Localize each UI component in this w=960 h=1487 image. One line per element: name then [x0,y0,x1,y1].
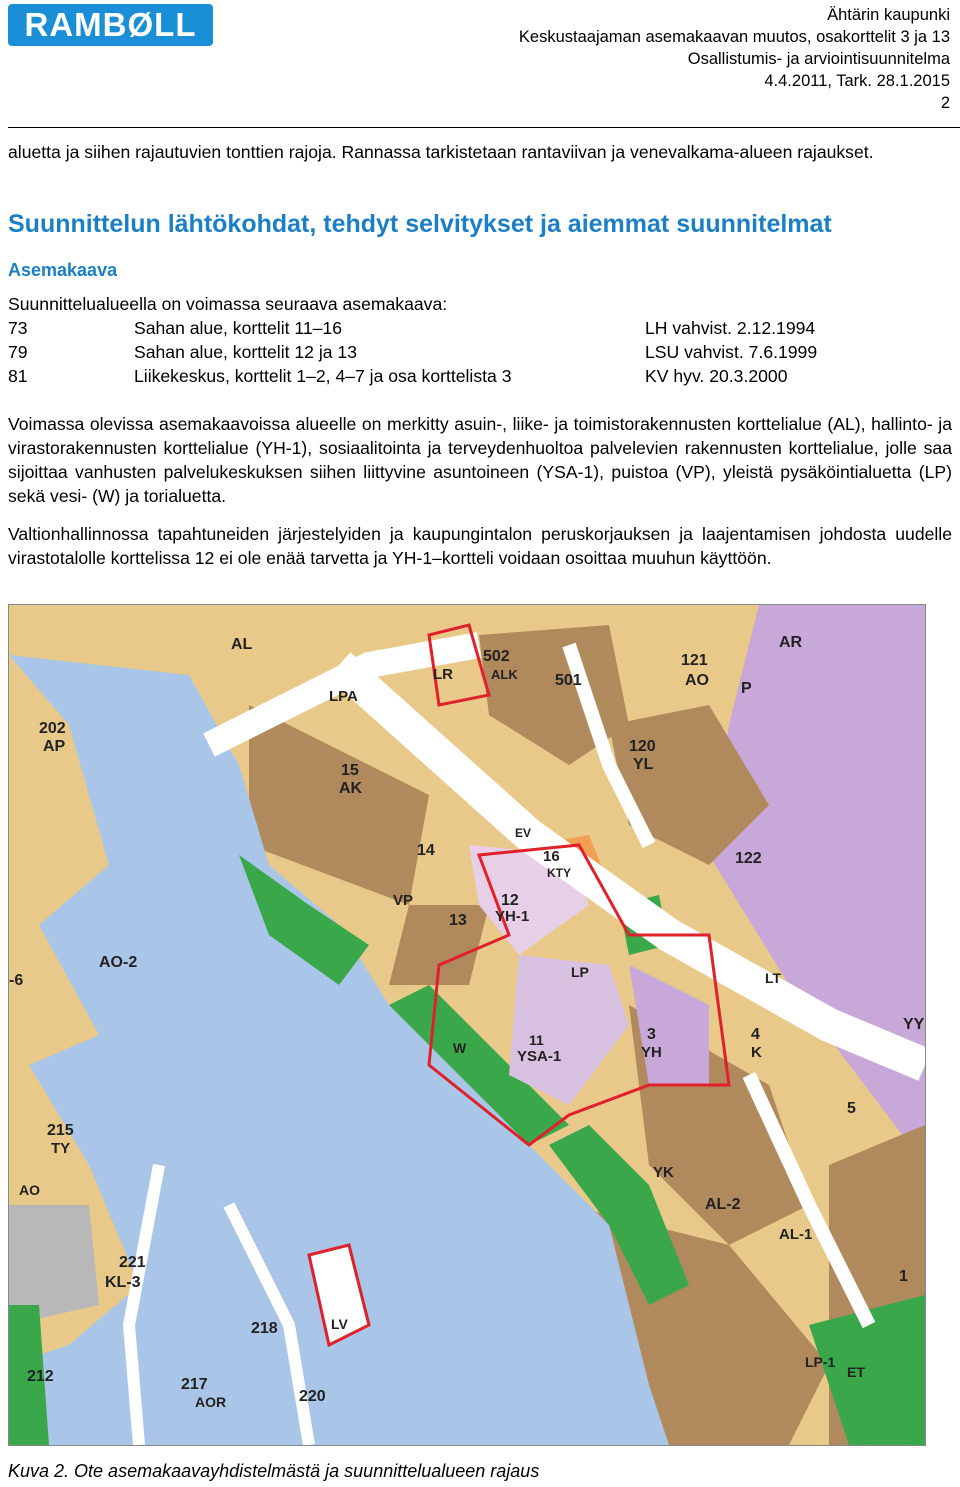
map-label: YH [641,1044,662,1061]
plan-status: LSU vahvist. 7.6.1999 [645,342,818,362]
plan-row [8,366,948,390]
map-label: TY [51,1140,71,1157]
map-label: 122 [735,850,762,867]
map-label: LP [571,964,589,980]
map-label: AOR [195,1394,227,1410]
header-project: Keskustaajaman asemakaavan muutos, osakorttelit 3 ja 13 [518,28,950,46]
map-label: 16 [543,848,560,865]
map-label: 218 [251,1320,278,1337]
header-dates: 4.4.2011, Tark. 28.1.2015 [764,72,950,90]
map-label: LPA [329,688,358,705]
map-label: LV [331,1316,348,1332]
plan-status: KV hyv. 20.3.2000 [645,366,788,386]
map-label: 5 [847,1100,856,1117]
map-label: AL-1 [779,1226,813,1243]
map-label: LR [433,666,453,683]
header-org: Ähtärin kaupunki [827,6,950,24]
map-label: VP [393,892,414,909]
map-label: 1 [899,1268,908,1285]
map-label: YL [633,756,654,773]
map-label: 14 [417,842,435,859]
map-label: W [453,1040,467,1056]
plan-row [8,318,948,342]
map-label: ALK [491,667,518,682]
header-divider [8,127,960,128]
map-label: AP [43,738,66,755]
map-label: 212 [27,1368,54,1385]
map-label: 3 [647,1026,656,1043]
map-label: LT [765,970,782,986]
map-label: 202 [39,720,66,737]
zoning-map-drawing [9,605,925,1445]
plan-row [8,342,948,366]
plan-number: 79 [8,342,28,362]
intro-paragraph: aluetta ja siihen rajautuvien tonttien rajoja. Rannassa tarkistetaan rantaviivan ja venevalkama-alueen rajaukset. [8,142,874,162]
map-label: 121 [681,652,708,669]
map-label: 221 [119,1254,146,1271]
map-label: YK [653,1164,674,1181]
paragraph-administration: Valtionhallinnossa tapahtuneiden järjestelyiden ja kaupungintalon peruskorjauksen ja laajentamisen johdosta uudelle virastotalolle korttelissa 12 ei ole enää tarvetta ja YH-1–kortteli voidaan osoittaa muuhun käyttöön. [8,524,952,568]
map-label: 502 [483,648,510,665]
map-label: 217 [181,1376,208,1393]
figure-caption: Kuva 2. Ote asemakaavayhdistelmästä ja suunnittelualueen rajaus [8,1461,540,1481]
paragraph-zoning: Voimassa olevissa asemakaavoissa alueelle on merkitty asuin-, liike- ja toimistorakennusten korttelialue (AL), hallinto- ja virastorakennusten korttelialue (YH-1), sosiaalitointa ja terveydenhuoltoa palvelevien rakennusten korttelialue, jolle saa sijoittaa vanhusten palvelukeskuksen siihen liittyvine asuntoineen (YSA-1), puistoa (VP), yleistä pysäköintialuetta (LP) sekä vesi- (W) ja torialuetta. [8,414,952,506]
map-label: ET [847,1364,865,1380]
map-label: 120 [629,738,656,755]
map-label: P [741,680,752,697]
map-label: KTY [547,866,571,880]
map-label: AO [685,672,709,689]
map-label: 11 [529,1032,544,1048]
plan-name: Sahan alue, korttelit 12 ja 13 [134,342,358,362]
map-label: 13 [449,912,467,929]
map-label: AL [231,636,253,653]
map-label: 215 [47,1122,74,1139]
map-label: 4 [751,1026,760,1043]
plan-name: Liikekeskus, korttelit 1–2, 4–7 ja osa korttelista 3 [134,366,512,386]
map-label: LP-1 [805,1354,836,1370]
map-label: -6 [9,972,24,989]
map-label: YY [903,1016,925,1033]
document-header [519,4,950,114]
company-logo: RAMBØLL [8,4,213,46]
plan-number: 73 [8,318,28,338]
map-label: 15 [341,762,359,779]
map-label: AO-2 [99,954,138,971]
page-number: 2 [940,94,950,112]
map-label: K [751,1044,762,1061]
plan-number: 81 [8,366,28,386]
zoning-map [8,604,926,1446]
map-label: KL-3 [105,1274,141,1291]
plans-intro: Suunnittelualueella on voimassa seuraava asemakaava: [8,294,448,314]
header-doc-type: Osallistumis- ja arviointisuunnitelma [687,50,950,68]
plan-name: Sahan alue, korttelit 11–16 [134,318,343,338]
section-title: Suunnittelun lähtökohdat, tehdyt selvitykset ja aiemmat suunnitelmat [8,210,832,238]
map-label: AR [779,634,803,651]
map-label: YSA-1 [517,1048,562,1065]
map-label: AL-2 [705,1196,741,1213]
map-label: AK [339,780,363,797]
plan-status: LH vahvist. 2.12.1994 [645,318,816,338]
map-label: 501 [555,672,582,689]
subsection-title: Asemakaava [8,260,118,280]
map-label: YH-1 [495,908,530,925]
map-label: 12 [501,892,519,909]
map-label: EV [515,826,532,840]
map-label: AO [19,1182,40,1198]
map-label: 220 [299,1388,326,1405]
